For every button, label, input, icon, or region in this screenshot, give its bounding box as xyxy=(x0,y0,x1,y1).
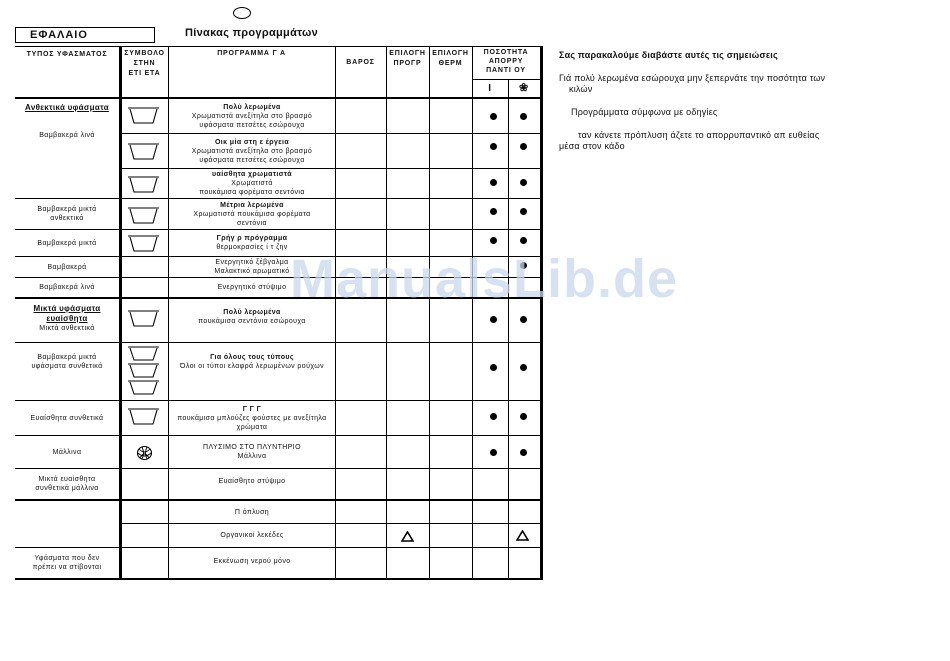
dot-row5-main xyxy=(490,237,497,244)
fabric-wool: Μάλλινα xyxy=(52,448,82,456)
washtub-icon xyxy=(127,174,160,194)
washtub-icon xyxy=(127,344,160,362)
dot-row3-main xyxy=(490,179,497,186)
header-weight: ΒΑΡΟΣ xyxy=(346,59,375,66)
header-detergent: ΠΟΣΟΤΗΤΑ ΑΠΟΡΡΥ ΠΑΝΤΙ ΟΥ xyxy=(483,49,529,74)
dot-row4-softener xyxy=(520,208,527,215)
program-row-5: Γρήγ ρ πρόγραμμα θερμοκρασίες ί τ ζην xyxy=(216,235,288,251)
program-row-7: Ενεργητικό στύψιμο xyxy=(217,284,287,291)
dot-row3-softener xyxy=(520,179,527,186)
page-number-circle xyxy=(233,7,251,19)
fabric-cotton-mixed: Βαμβακερά μικτά xyxy=(37,239,97,247)
program-row-3: υαίσθητα χρωματιστά Χρωματιστά πουκάμισα φορέματα σεντόνια xyxy=(199,171,305,196)
header-detergent-main: I xyxy=(488,83,492,94)
washtub-icon xyxy=(127,105,160,125)
header-fabric-type: ΤΥΠΟΣ ΥΦΑΣΜΑΤΟΣ xyxy=(26,51,108,58)
washtub-icon xyxy=(127,378,160,396)
header-detergent-softener: ❀ xyxy=(518,82,530,94)
washtub-icon xyxy=(127,233,160,253)
program-row-10: Γ Γ Γ πουκάμισα μπλούζες φούστες με ανεξίτηλα χρώματα xyxy=(177,405,327,431)
program-row-12: Ευαίσθητο στύψιμο xyxy=(218,477,286,485)
dot-row2-softener xyxy=(520,143,527,150)
fabric-cotton-linen-2: Βαμβακερά λινά xyxy=(39,284,95,291)
note-3: ταν κάνετε πρόπλυση άζετε το απορρυπαντικό απ ευθείας μέσα στον κάδο xyxy=(559,130,820,151)
program-row-14: Οργανικοί λεκέδες xyxy=(220,532,284,539)
dot-row5-softener xyxy=(520,237,527,244)
fabric-cotton-mixed-synthetic: Βαμβακερά μικτά υφάσματα συνθετικά xyxy=(31,354,103,370)
fabric-no-wring: Υφάσματα που δεν πρέπει να στίβονται xyxy=(32,555,102,571)
chapter-label: ΕΦΑΛΑΙΟ xyxy=(15,27,155,43)
section-resistant: Ανθεκτικά υφάσματα xyxy=(25,103,109,112)
fabric-sensitive-synthetic: Ευαίσθητα συνθετικά xyxy=(30,414,104,422)
program-row-9: Για όλους τους τύπους Όλοι οι τύποι ελαφρά λερωμένων ρούχων xyxy=(180,354,324,370)
section-mixed-sensitive: Μικτά υφάσματα ευαίσθητα Μικτά ανθεκτικά xyxy=(33,303,101,332)
page-title: Πίνακας προγραμμάτων xyxy=(185,27,319,39)
program-row-4: Μέτρια λερωμένα Χρωματιστά πουκάμισα φορέματα σεντόνια xyxy=(193,201,311,227)
warning-triangle-icon xyxy=(401,531,414,542)
dot-row11-main xyxy=(490,449,497,456)
dot-row9-softener xyxy=(520,364,527,371)
note-1: Γιά πολύ λερωμένα εσώρουχα μην ξεπερνάτε την ποσότητα των κιλών xyxy=(559,73,826,94)
dot-row9-main xyxy=(490,364,497,371)
dot-row4-main xyxy=(490,208,497,215)
program-row-2: Οικ μία στη ε έργεια Χρωματιστά ανεξίτηλα στο βρασμό υφάσματα πετσέτες εσώρουχα xyxy=(191,138,313,164)
warning-triangle-icon xyxy=(516,530,529,541)
dot-row10-main xyxy=(490,413,497,420)
dot-row1-main xyxy=(490,113,497,120)
washtub-icon xyxy=(127,308,160,328)
program-row-13: Π όπλυση xyxy=(234,508,270,516)
header-temp-select: ΕΠΙΛΟΓΗ ΘΕΡΜ xyxy=(432,50,469,67)
fabric-mixed-sensitive-synthetic-wool: Μικτά ευαίσθητα συνθετικά μάλλινα xyxy=(35,476,99,492)
header-symbol: ΣΥΜΒΟΛΟ ΣΤΗΝ ΕΤΙ ΕΤΑ xyxy=(124,50,165,77)
header-program: ΠΡΟΓΡΑΜΜΑ Γ Α xyxy=(217,50,286,57)
notes-title: Σας παρακαλούμε διαβάστε αυτές τις σημειώσεις xyxy=(559,50,778,60)
program-row-8: Πολύ λερωμένα πουκάμισα σεντόνια εσώρουχα xyxy=(198,309,306,325)
dot-row8-softener xyxy=(520,316,527,323)
program-row-11: ΠΛΥΣΙΜΟ ΣΤΟ ΠΛΥΝΤΗΡΙΟ Μάλλινα xyxy=(203,444,301,460)
watermark: ManualsLib.de xyxy=(290,249,679,309)
dot-row8-main xyxy=(490,316,497,323)
note-2: Προγράμματα σύμφωνα με οδηγίες xyxy=(571,107,718,117)
washtub-icon xyxy=(127,205,160,225)
program-row-6: Ενεργητικό ξέβγαλμα Μαλακτικό αρωματικό xyxy=(214,259,290,275)
dot-row11-softener xyxy=(520,449,527,456)
dot-row1-softener xyxy=(520,113,527,120)
washtub-icon xyxy=(127,406,160,426)
washtub-icon xyxy=(127,141,160,161)
program-row-15: Εκκένωση νερού μόνο xyxy=(213,557,291,565)
wool-skein-icon xyxy=(136,445,153,461)
header-program-select: ΕΠΙΛΟΓΗ ΠΡΟΓΡ xyxy=(389,50,426,67)
fabric-cotton-linen: Βαμβακερά λινά xyxy=(39,131,95,139)
program-row-1: Πολύ λερωμένα Χρωματιστά ανεξίτηλα στο βρασμό υφάσματα πετσέτες εσώρουχα xyxy=(191,103,313,129)
fabric-cotton-mixed-resistant: Βαμβακερά μικτά ανθεκτικά xyxy=(37,206,97,222)
fabric-cotton: Βαμβακερά xyxy=(47,263,87,271)
dot-row10-softener xyxy=(520,413,527,420)
washtub-icon xyxy=(127,361,160,379)
dot-row2-main xyxy=(490,143,497,150)
